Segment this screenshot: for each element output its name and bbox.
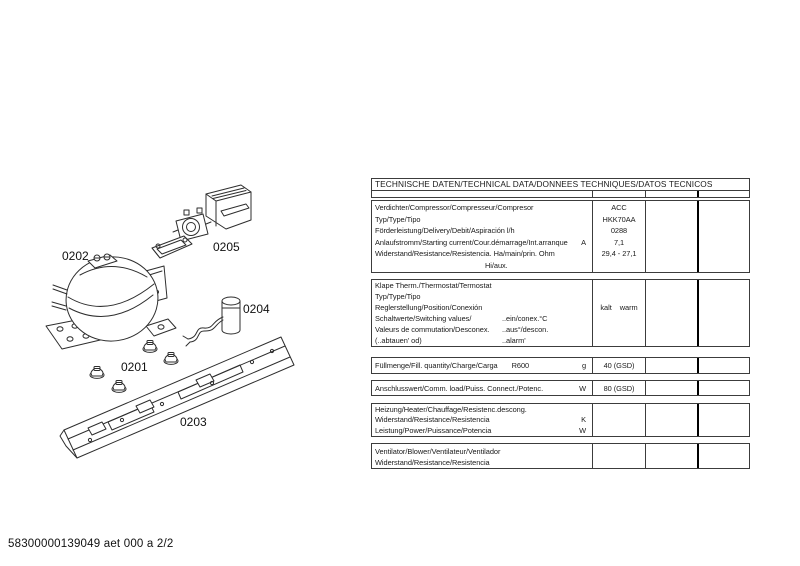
row-unit: W xyxy=(579,383,586,393)
row-label: (..abtauen' od) xyxy=(375,335,422,345)
compressor-drawing xyxy=(46,252,176,349)
block-heater xyxy=(371,403,750,437)
row-label: Widerstand/Resistance/Resistencia xyxy=(375,458,490,467)
row-unit: g xyxy=(581,361,586,370)
part-label-grommet: 0201 xyxy=(121,360,148,374)
row-label: Schaltwerte/Switching values/ xyxy=(375,313,472,323)
technical-data-table xyxy=(371,178,750,472)
row-value: 29,4 - 27,1 xyxy=(601,249,637,259)
row-sub-label: ..alarm' xyxy=(502,335,526,345)
row-label: Heizung/Heater/Chauffage/Resistenc.descong. xyxy=(375,405,527,414)
row-value: HKK70AA xyxy=(602,214,636,224)
row-value: warm xyxy=(619,303,638,312)
row-value: 80 (GSD) xyxy=(603,383,635,393)
row-value: 7,1 xyxy=(613,237,625,247)
block-compressor xyxy=(371,200,750,273)
row-label: Ventilator/Blower/Ventilateur/Ventilador xyxy=(375,447,501,456)
relay-cover-drawing xyxy=(206,185,251,229)
row-label: Leistung/Power/Puissance/Potencia xyxy=(375,425,492,435)
row-unit: A xyxy=(581,237,586,247)
block-connection-load xyxy=(371,380,750,396)
part-label-compressor: 0202 xyxy=(62,249,89,263)
row-label: Widerstand/Resistance/Resistencia xyxy=(375,415,490,425)
block-fan xyxy=(371,443,750,469)
row-label: Widerstand/Resistance/Resistencia. Ha/main/prin. Ohm xyxy=(375,249,555,259)
row-label: Hi/aux. xyxy=(485,260,508,270)
mounting-rail-drawing xyxy=(60,337,294,458)
row-label: Förderleistung/Delivery/Debit/Aspiración l/h xyxy=(375,226,515,236)
part-label-capacitor: 0204 xyxy=(243,302,270,316)
block-fill-quantity xyxy=(371,357,750,374)
row-sub-label: ..ein/conex.°C xyxy=(502,313,548,323)
refrigerant-type: R600 xyxy=(511,361,530,370)
relay-bracket-drawing xyxy=(152,236,192,258)
row-label: Valeurs de commutation/Desconex. xyxy=(375,324,490,334)
row-label: Reglerstellung/Position/Conexión xyxy=(375,302,483,312)
part-label-cover: 0205 xyxy=(213,240,240,254)
row-label: Füllmenge/Fill. quantity/Charge/Carga xyxy=(375,361,498,370)
row-label: Anschlusswert/Comm. load/Puiss. Connect./Potenc. xyxy=(375,383,544,393)
row-label: Klape Therm./Thermostat/Termostat xyxy=(375,281,492,290)
part-label-rail: 0203 xyxy=(180,415,207,429)
document-code: 58300000139049 aet 000 a 2/2 xyxy=(8,538,174,550)
starter-relay-drawing xyxy=(173,208,211,241)
row-unit: W xyxy=(579,425,586,435)
table-title: TECHNISCHE DATEN/TECHNICAL DATA/DONNEES TECHNIQUES/DATOS TECNICOS xyxy=(371,178,750,191)
table-spacer-row xyxy=(371,190,750,198)
row-label: Typ/Type/Tipo xyxy=(375,291,421,301)
row-value: ACC xyxy=(611,203,627,212)
row-unit: K xyxy=(581,415,586,425)
exploded-parts-diagram xyxy=(0,180,340,490)
row-value: 40 (GSD) xyxy=(603,361,635,370)
row-label: Verdichter/Compressor/Compresseur/Compresor xyxy=(375,203,534,212)
row-label: Anlaufstromm/Starting current/Cour.démarrage/Int.arranque xyxy=(375,237,568,247)
row-sub-label: ..aus°/descon. xyxy=(502,324,549,334)
block-thermostat xyxy=(371,279,750,347)
row-label: Typ/Type/Tipo xyxy=(375,214,421,224)
capacitor-drawing xyxy=(183,297,240,346)
row-value: kalt xyxy=(600,303,612,312)
row-value: 0288 xyxy=(610,226,628,236)
